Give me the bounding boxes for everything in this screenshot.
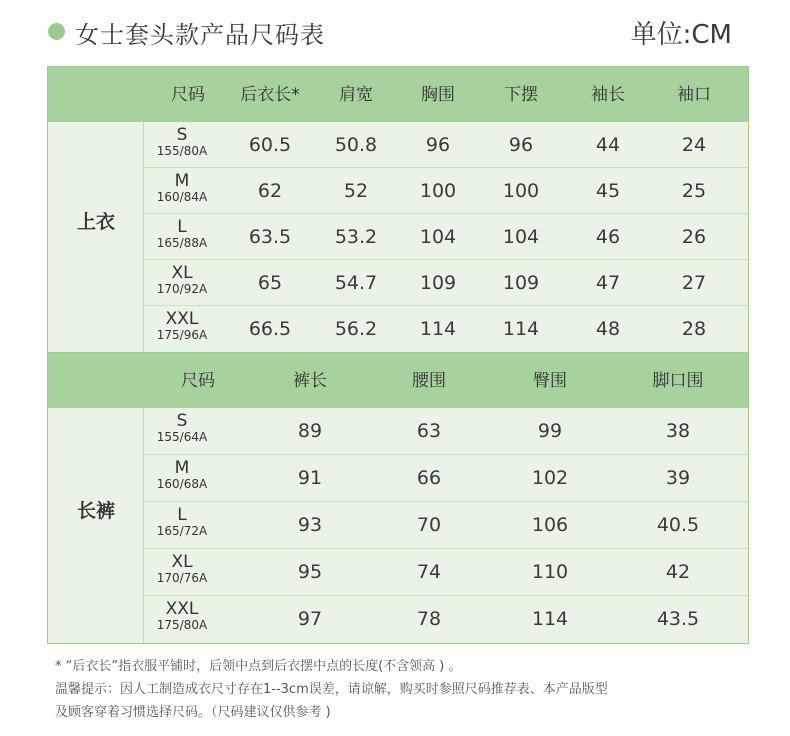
column-header: 裤长 [293,371,327,391]
measurement-cell: 109 [502,272,540,294]
size-spec: 165/88A [156,236,208,250]
measurement-cell: 104 [419,226,457,248]
measurement-cell: 66 [416,467,442,489]
measurement-cell: 52 [343,180,369,202]
footnote-line: * “后衣长”指衣服平铺时，后领中点到后衣摆中点的长度(不含领高 ) 。 [55,659,462,674]
table-row [144,549,748,596]
measurement-cell: 65 [257,272,283,294]
size-spec: 155/80A [156,144,208,158]
measurement-cell: 25 [681,180,707,202]
column-header: 后衣长* [240,85,300,105]
size-name: XL [171,552,193,572]
page-header [0,0,790,64]
size-cell [144,260,220,305]
measurement-cell: 91 [297,467,323,489]
bottom-table-body [48,408,748,643]
measurement-cell: 63.5 [248,226,292,248]
measurement-cell: 47 [595,272,621,294]
measurement-cell: 39 [665,467,691,489]
measurement-cell: 97 [297,608,323,630]
measurement-cell: 38 [665,420,691,442]
measurement-cell: 45 [595,180,621,202]
size-name: XXL [165,599,199,619]
size-name: S [176,411,188,431]
size-spec: 175/80A [156,618,208,632]
size-name: XXL [165,309,199,329]
measurement-cell: 104 [502,226,540,248]
size-cell [144,306,220,352]
column-header: 袖口 [677,85,711,105]
measurement-cell: 114 [502,318,540,340]
size-cell [144,455,220,501]
size-name: L [177,505,187,525]
measurement-cell: 27 [681,272,707,294]
group-label: 长裤 [76,500,115,522]
measurement-cell: 66.5 [248,318,292,340]
page-title: 女士套头款产品尺码表 [75,21,325,49]
measurement-cell: 60.5 [248,134,292,156]
measurement-cell: 63 [416,420,442,442]
table-row [144,122,748,168]
measurement-cell: 53.2 [334,226,378,248]
unit-label: 单位:CM [630,20,732,50]
column-header: 尺码 [171,85,205,105]
measurement-cell: 44 [595,134,621,156]
measurement-cell: 56.2 [334,318,378,340]
measurement-cell: 110 [531,561,569,583]
measurement-cell: 46 [595,226,621,248]
footnote-line: 及顾客穿着习惯选择尺码。（尺码建议仅供参考 ) [55,705,331,720]
measurement-cell: 102 [531,467,569,489]
top-table-body [48,122,748,352]
measurement-cell: 95 [297,561,323,583]
size-name: XL [171,263,193,283]
measurement-cell: 62 [257,180,283,202]
bullet-dot-icon [48,23,65,40]
measurement-cell: 106 [531,514,569,536]
measurement-cell: 50.8 [334,134,378,156]
size-name: M [174,458,190,478]
measurement-cell: 28 [681,318,707,340]
measurement-cell: 100 [419,180,457,202]
size-spec: 170/92A [156,282,208,296]
size-cell [144,549,220,595]
measurement-cell: 100 [502,180,540,202]
measurement-cell: 70 [416,514,442,536]
table-row [144,408,748,455]
measurement-cell: 78 [416,608,442,630]
column-header: 胸围 [421,85,455,105]
table-row [144,455,748,502]
top-table-header [48,66,748,122]
group-label-cell [48,122,144,352]
table-row [144,596,748,643]
table-row [144,306,748,352]
table-row [144,168,748,214]
column-header: 尺码 [181,371,215,391]
table-row [144,502,748,549]
measurement-cell: 24 [681,134,707,156]
size-cell [144,168,220,213]
table-row [144,260,748,306]
measurement-cell: 99 [537,420,563,442]
size-cell [144,408,220,454]
measurement-cell: 43.5 [656,608,700,630]
measurement-cell: 54.7 [334,272,378,294]
measurement-cell: 93 [297,514,323,536]
size-cell [144,502,220,548]
measurement-cell: 26 [681,226,707,248]
group-label-cell [48,408,144,643]
measurement-cell: 74 [416,561,442,583]
size-name: M [174,171,190,191]
size-name: L [177,217,187,237]
column-header: 下摆 [504,85,538,105]
size-spec: 175/96A [156,328,208,342]
footnotes [55,655,608,724]
top-size-table [47,66,749,352]
measurement-cell: 96 [425,134,451,156]
measurement-cell: 40.5 [656,514,700,536]
column-header: 脚口围 [652,371,704,391]
size-spec: 160/84A [156,190,208,204]
measurement-cell: 89 [297,420,323,442]
bottom-table-header [48,352,748,408]
column-header: 肩宽 [339,85,373,105]
size-cell [144,122,220,167]
measurement-cell: 48 [595,318,621,340]
column-header: 袖长 [591,85,625,105]
footnote-line: 温馨提示：因人工制造成衣尺寸存在1--3cm误差，请谅解，购买时参照尺码推荐表、本产品版型 [55,682,608,697]
measurement-cell: 114 [419,318,457,340]
measurement-cell: 114 [531,608,569,630]
size-spec: 165/72A [156,524,208,538]
measurement-cell: 109 [419,272,457,294]
table-row [144,214,748,260]
column-header: 腰围 [412,371,446,391]
size-spec: 160/68A [156,477,208,491]
size-spec: 155/64A [156,430,208,444]
measurement-cell: 96 [508,134,534,156]
size-cell [144,214,220,259]
size-name: S [176,125,188,145]
column-header: 臀围 [533,371,567,391]
measurement-cell: 42 [665,561,691,583]
bottom-size-table [47,352,749,644]
group-label: 上衣 [76,211,115,233]
size-spec: 170/76A [156,571,208,585]
size-cell [144,596,220,643]
